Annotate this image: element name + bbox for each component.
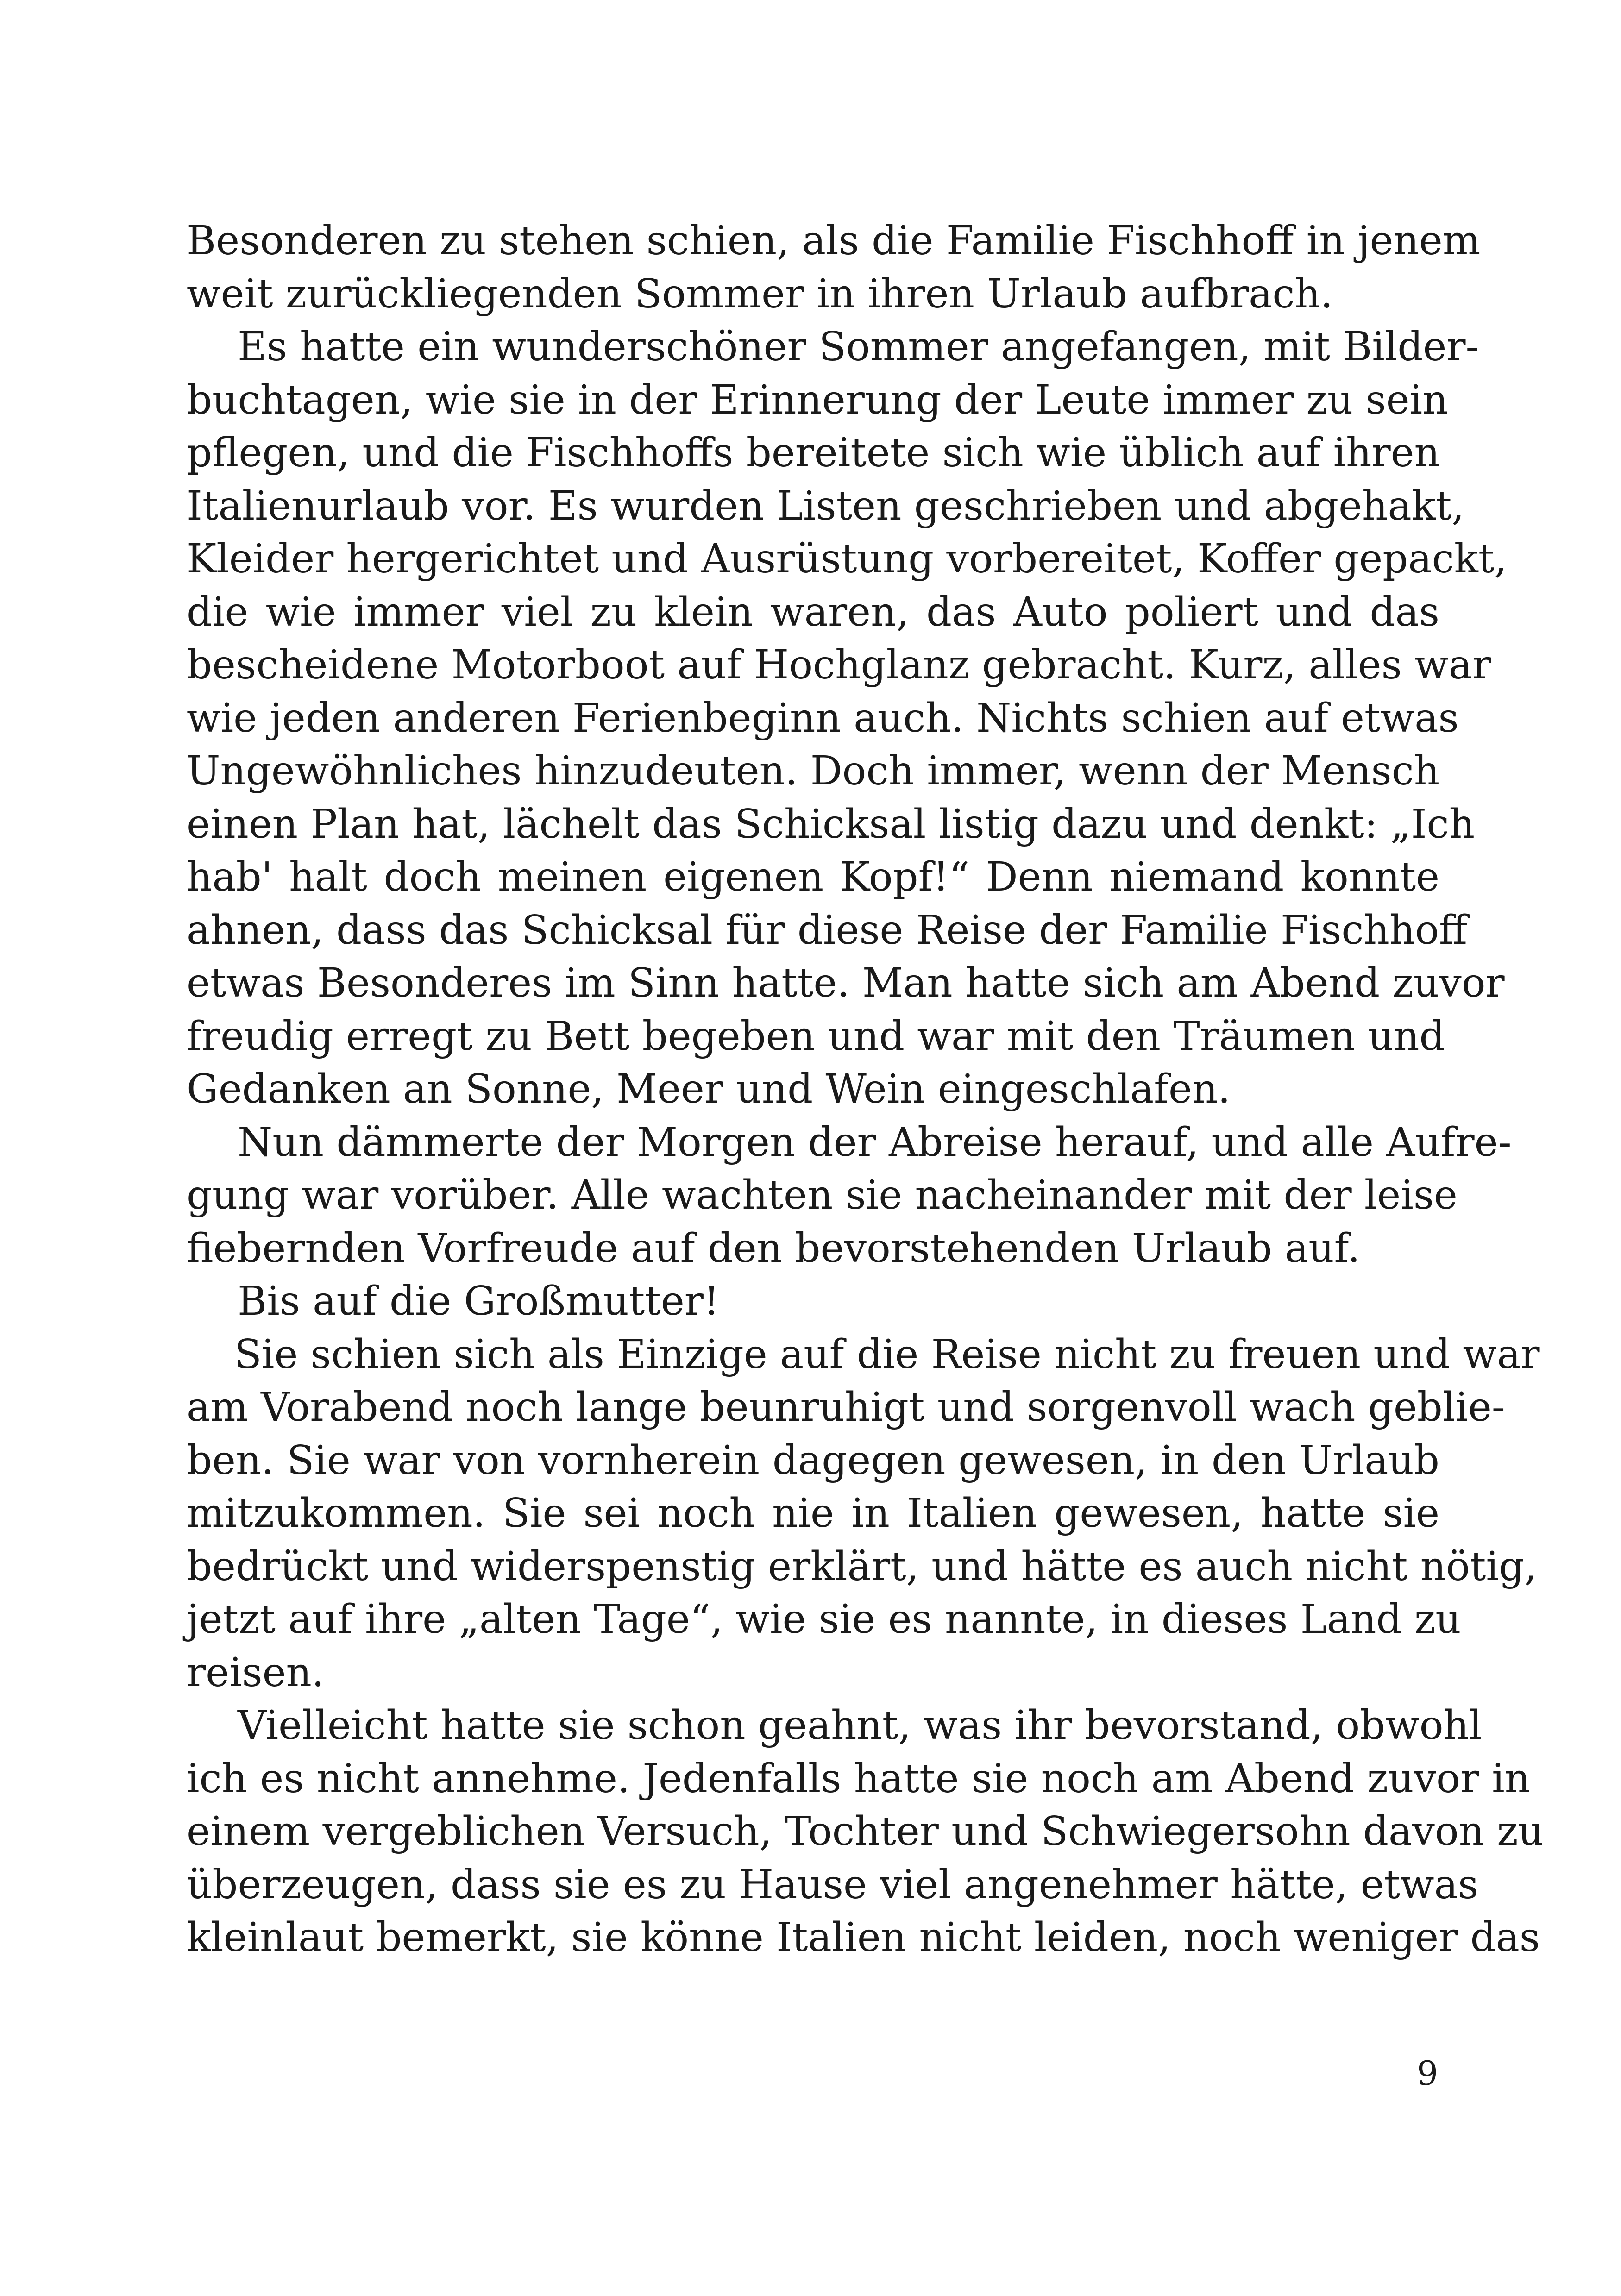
text-line: Ungewöhnliches hinzudeuten. Doch immer, wenn der Mensch — [187, 748, 1440, 794]
text-line: am Vorabend noch lange beunruhigt und sorgenvoll wach geblie- — [187, 1384, 1505, 1430]
text-line: kleinlaut bemerkt, sie könne Italien nicht leiden, noch weniger das — [187, 1914, 1540, 1961]
text-line: bescheidene Motorboot auf Hochglanz gebracht. Kurz, alles war — [187, 642, 1492, 688]
text-line: gung war vorüber. Alle wachten sie nacheinander mit der leise — [187, 1172, 1458, 1218]
text-line: ich es nicht annehme. Jedenfalls hatte sie noch am Abend zuvor in — [187, 1755, 1531, 1802]
text-line: wie jeden anderen Ferienbeginn auch. Nichts schien auf etwas — [187, 695, 1459, 741]
text-line: reisen. — [187, 1649, 325, 1696]
text-line: buchtagen, wie sie in der Erinnerung der Leute immer zu sein — [187, 376, 1448, 423]
text-line: Kleider hergerichtet und Ausrüstung vorbereitet, Koffer gepackt, — [187, 536, 1507, 582]
text-line: Bis auf die Großmutter! — [238, 1278, 720, 1324]
text-line: einem vergeblichen Versuch, Tochter und Schwiegersohn davon zu — [187, 1808, 1544, 1855]
text-line: jetzt auf ihre „alten Tage“, wie sie es nannte, in dieses Land zu — [187, 1596, 1461, 1643]
body-text — [187, 214, 1544, 1964]
text-line: freudig erregt zu Bett begeben und war mit den Träumen und — [187, 1013, 1445, 1060]
text-line: Besonderen zu stehen schien, als die Familie Fischhoff in jenem — [187, 218, 1481, 264]
text-line: ahnen, dass das Schicksal für diese Reise der Familie Fischhoff — [187, 907, 1468, 954]
text-line: mitzukommen. Sie sei noch nie in Italien gewesen, hatte sie — [187, 1490, 1439, 1537]
text-line: Italienurlaub vor. Es wurden Listen geschrieben und abgehakt, — [187, 483, 1464, 529]
text-line: Sie schien sich als Einzige auf die Reise nicht zu freuen und war — [234, 1331, 1540, 1378]
text-line: etwas Besonderes im Sinn hatte. Man hatte sich am Abend zuvor — [187, 960, 1505, 1006]
text-line: Es hatte ein wunderschöner Sommer angefangen, mit Bilder- — [238, 324, 1479, 370]
text-line: bedrückt und widerspenstig erklärt, und hätte es auch nicht nötig, — [187, 1543, 1537, 1590]
text-line: überzeugen, dass sie es zu Hause viel angenehmer hätte, etwas — [187, 1861, 1479, 1908]
text-line: hab' halt doch meinen eigenen Kopf!“ Denn niemand konnte — [187, 854, 1439, 900]
text-line: pflegen, und die Fischhoffs bereitete sich wie üblich auf ihren — [187, 430, 1440, 476]
text-line: ben. Sie war von vornherein dagegen gewesen, in den Urlaub — [187, 1437, 1439, 1484]
text-line: die wie immer viel zu klein waren, das Auto poliert und das — [187, 589, 1439, 635]
text-line: fiebernden Vorfreude auf den bevorstehenden Urlaub auf. — [187, 1225, 1360, 1272]
text-line: Vielleicht hatte sie schon geahnt, was ihr bevorstand, obwohl — [238, 1702, 1482, 1749]
page-number: 9 — [1417, 2054, 1438, 2093]
text-line: weit zurückliegenden Sommer in ihren Urlaub aufbrach. — [187, 270, 1333, 317]
text-line: einen Plan hat, lächelt das Schicksal listig dazu und denkt: „Ich — [187, 801, 1475, 847]
text-line: Nun dämmerte der Morgen der Abreise herauf, und alle Aufre- — [238, 1119, 1512, 1166]
text-line: Gedanken an Sonne, Meer und Wein eingeschlafen. — [187, 1066, 1231, 1112]
